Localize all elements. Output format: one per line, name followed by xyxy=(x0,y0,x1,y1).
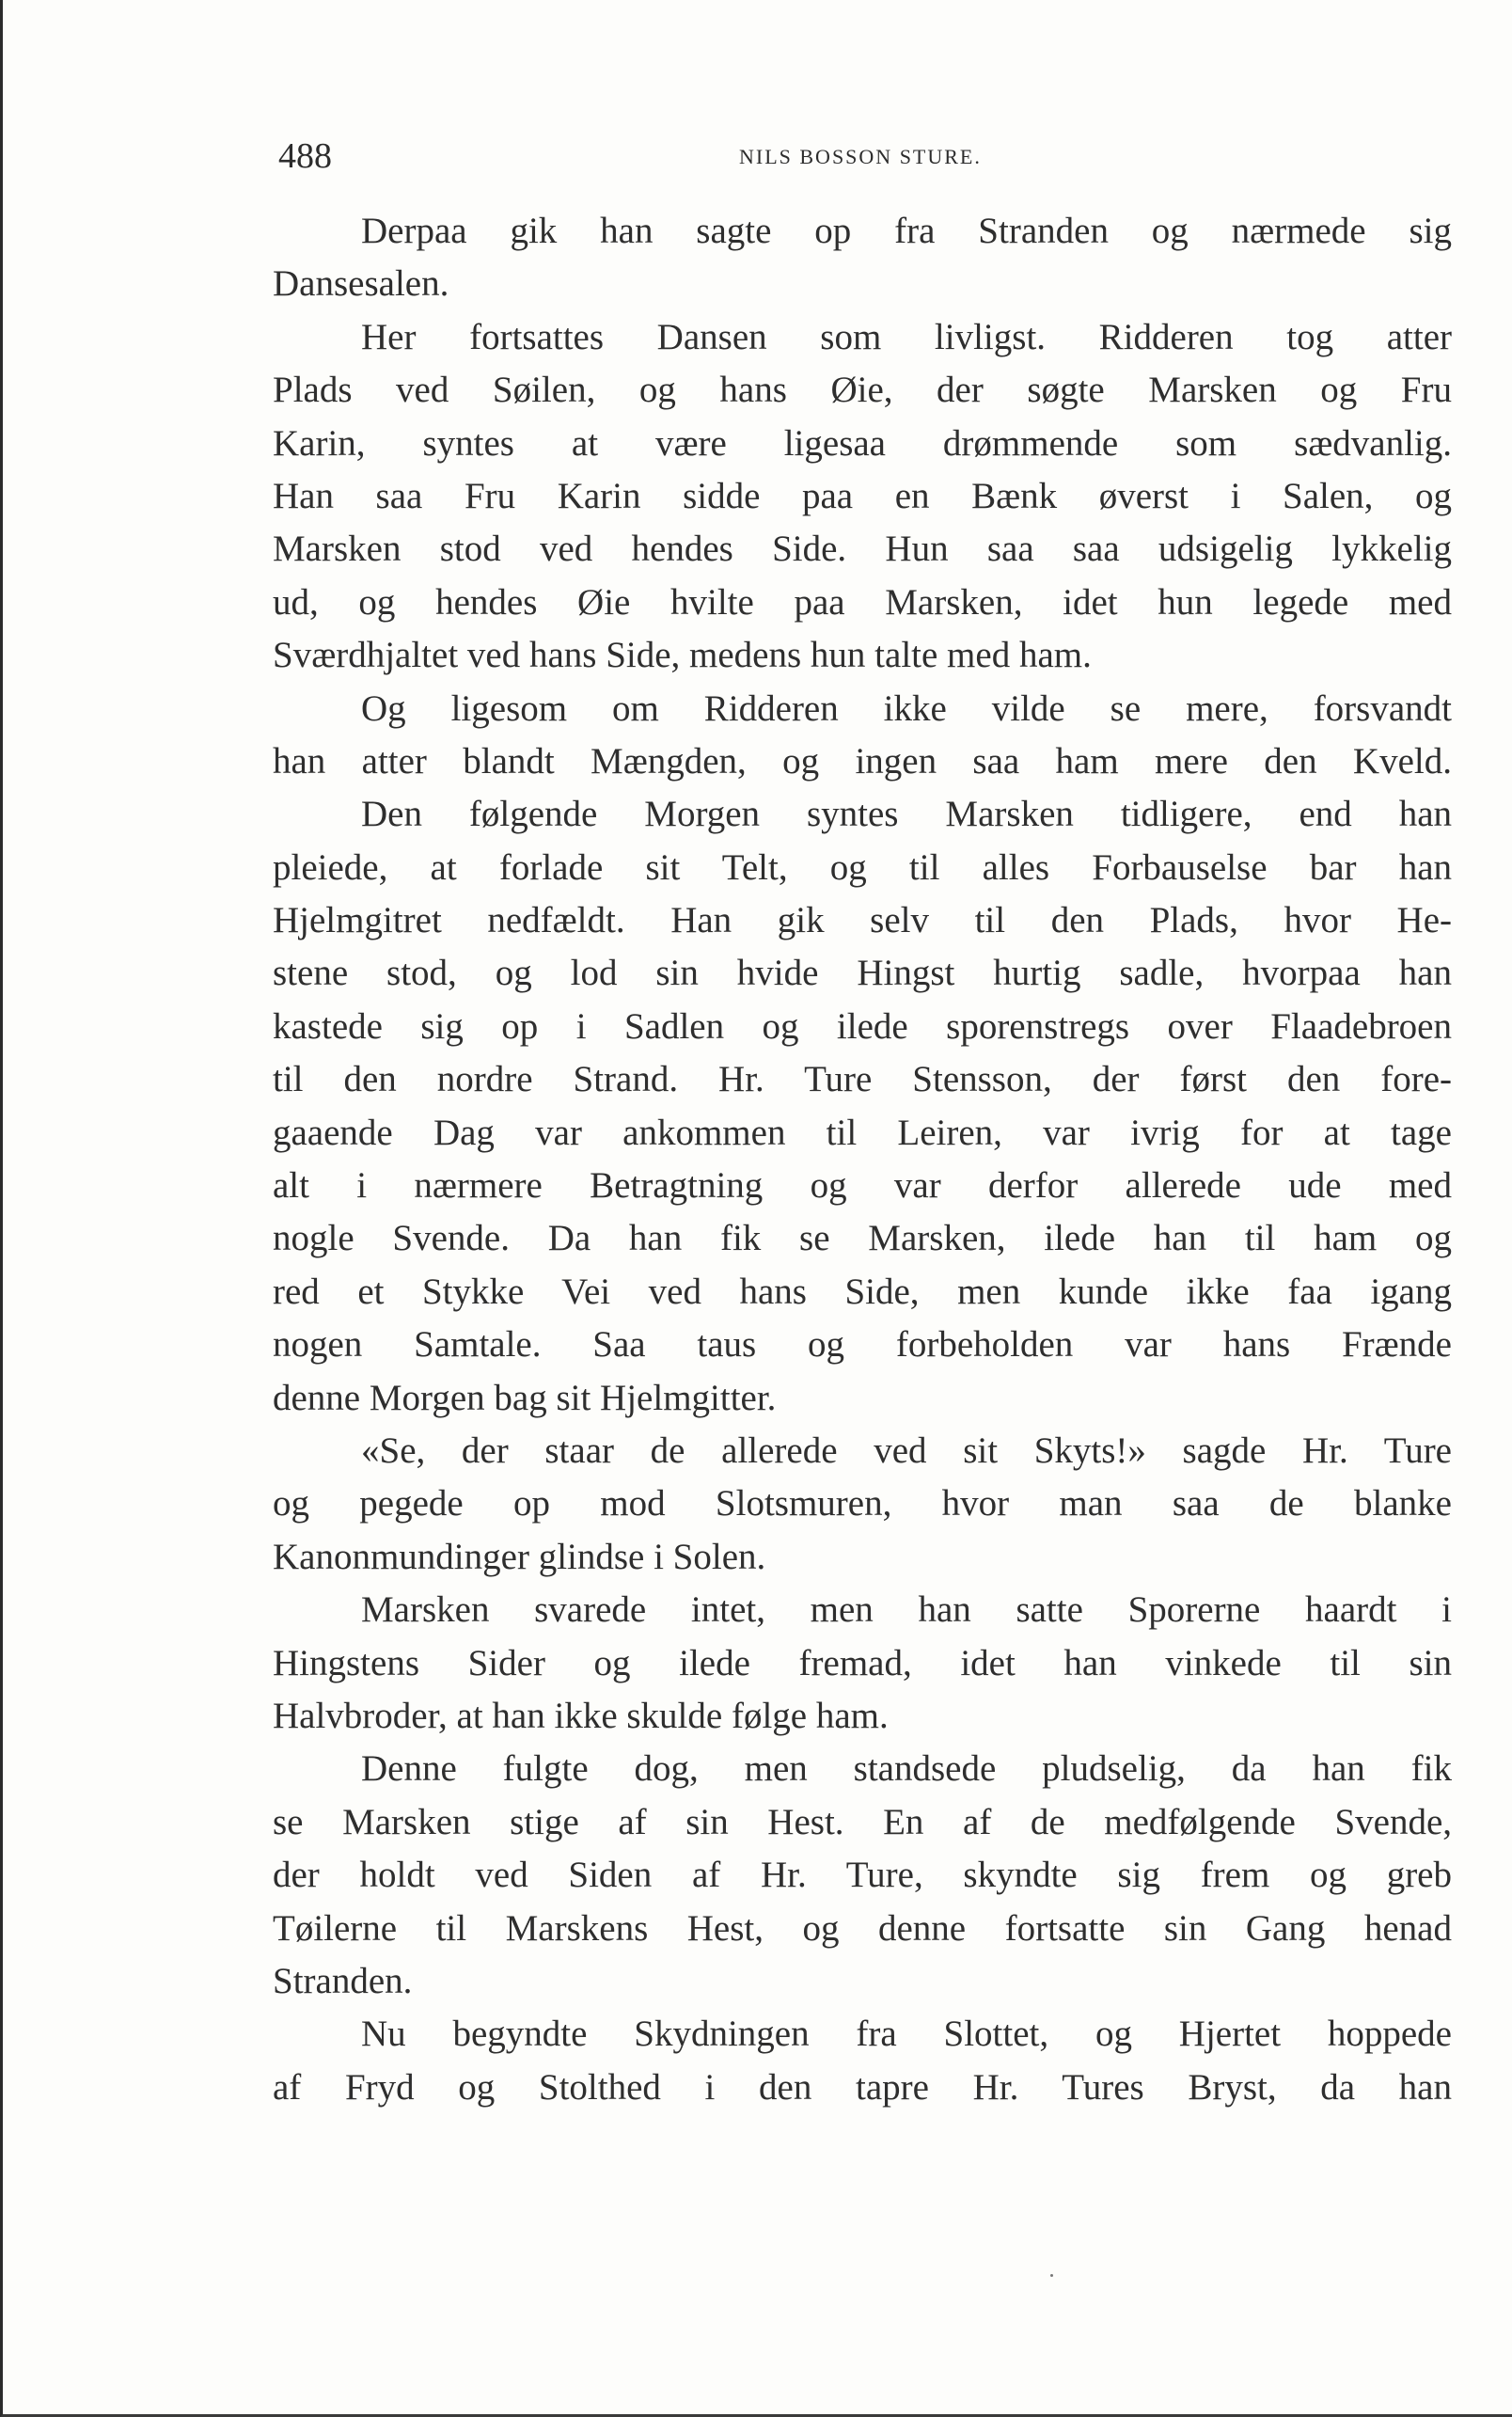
running-title: NILS BOSSON STURE. xyxy=(739,145,982,168)
text-line: der holdt ved Siden af Hr. Ture, skyndte sig frem og greb xyxy=(273,1855,1452,1896)
text-line: Hjelmgitret nedfældt. Han gik selv til den Plads, hvor He- xyxy=(273,900,1452,941)
text-line: gaaende Dag var ankommen til Leiren, var ivrig for at tage xyxy=(273,1112,1452,1153)
text-line: kastede sig op i Sadlen og ilede sporenstregs over Flaadebroen xyxy=(273,1005,1452,1047)
text-line: Derpaa gik han sagte op fra Stranden og nærmede sig xyxy=(361,211,1452,251)
text-line: Karin, syntes at være ligesaa drømmende som sædvanlig. xyxy=(273,422,1452,464)
text-line: Denne fulgte dog, men standsede pludselig, da han fik xyxy=(361,1748,1452,1790)
page-header xyxy=(278,135,1457,182)
text-line: Han saa Fru Karin sidde paa en Bænk øverst i Salen, og xyxy=(273,475,1452,516)
text-line: Marsken svarede intet, men han satte Sporerne haardt i xyxy=(361,1589,1452,1631)
text-line: Den følgende Morgen syntes Marsken tidligere, end han xyxy=(361,794,1452,835)
text-line: af Fryd og Stolthed i den tapre Hr. Tures Bryst, da han xyxy=(273,2066,1452,2108)
text-line: Her fortsattes Dansen som livligst. Ridderen tog atter xyxy=(361,316,1452,357)
text-line: nogen Samtale. Saa taus og forbeholden var hans Frænde xyxy=(273,1324,1452,1366)
text-line: til den nordre Strand. Hr. Ture Stensson, der først den fore- xyxy=(273,1059,1452,1100)
text-line: nogle Svende. Da han fik se Marsken, ilede han til ham og xyxy=(273,1218,1452,1259)
text-line: Dansesalen. xyxy=(273,263,449,305)
text-line: han atter blandt Mængden, og ingen saa ham mere den Kveld. xyxy=(273,740,1452,782)
text-line: ud, og hendes Øie hvilte paa Marsken, idet hun legede med xyxy=(273,581,1452,623)
text-line: alt i nærmere Betragtning og var derfor allerede ude med xyxy=(273,1165,1452,1207)
text-line: Sværdhjaltet ved hans Side, medens hun talte med ham. xyxy=(273,635,1092,676)
text-line: Marsken stod ved hendes Side. Hun saa saa udsigelig lykkelig xyxy=(273,529,1452,570)
text-line: Kanonmundinger glindse i Solen. xyxy=(273,1536,766,1577)
text-line: Stranden. xyxy=(273,1960,413,2001)
page-number: 488 xyxy=(278,136,332,176)
text-line: Tøilerne til Marskens Hest, og denne fortsatte sin Gang henad xyxy=(273,1907,1452,1949)
text-line: denne Morgen bag sit Hjelmgitter. xyxy=(273,1377,777,1418)
text-line: Nu begyndte Skydningen fra Slottet, og Hjertet hoppede xyxy=(361,2014,1452,2055)
text-line: stene stod, og lod sin hvide Hingst hurtig sadle, hvorpaa han xyxy=(273,953,1452,994)
text-line: Plads ved Søilen, og hans Øie, der søgte Marsken og Fru xyxy=(273,370,1452,411)
body-text xyxy=(273,205,1452,2114)
text-line: «Se, der staar de allerede ved sit Skyts!» sagde Hr. Ture xyxy=(361,1430,1452,1471)
text-line: Hingstens Sider og ilede fremad, idet han vinkede til sin xyxy=(273,1642,1452,1683)
text-line: red et Stykke Vei ved hans Side, men kunde ikke faa igang xyxy=(273,1271,1452,1312)
text-line: Halvbroder, at han ikke skulde følge ham. xyxy=(273,1695,889,1736)
text-line: Og ligesom om Ridderen ikke vilde se mere, forsvandt xyxy=(361,687,1452,729)
paper-speck xyxy=(1050,2274,1053,2277)
text-line: og pegede op mod Slotsmuren, hvor man saa de blanke xyxy=(273,1483,1452,1524)
text-line: se Marsken stige af sin Hest. En af de medfølgende Svende, xyxy=(273,1801,1452,1842)
text-line: pleiede, at forlade sit Telt, og til alles Forbauselse bar han xyxy=(273,846,1452,888)
